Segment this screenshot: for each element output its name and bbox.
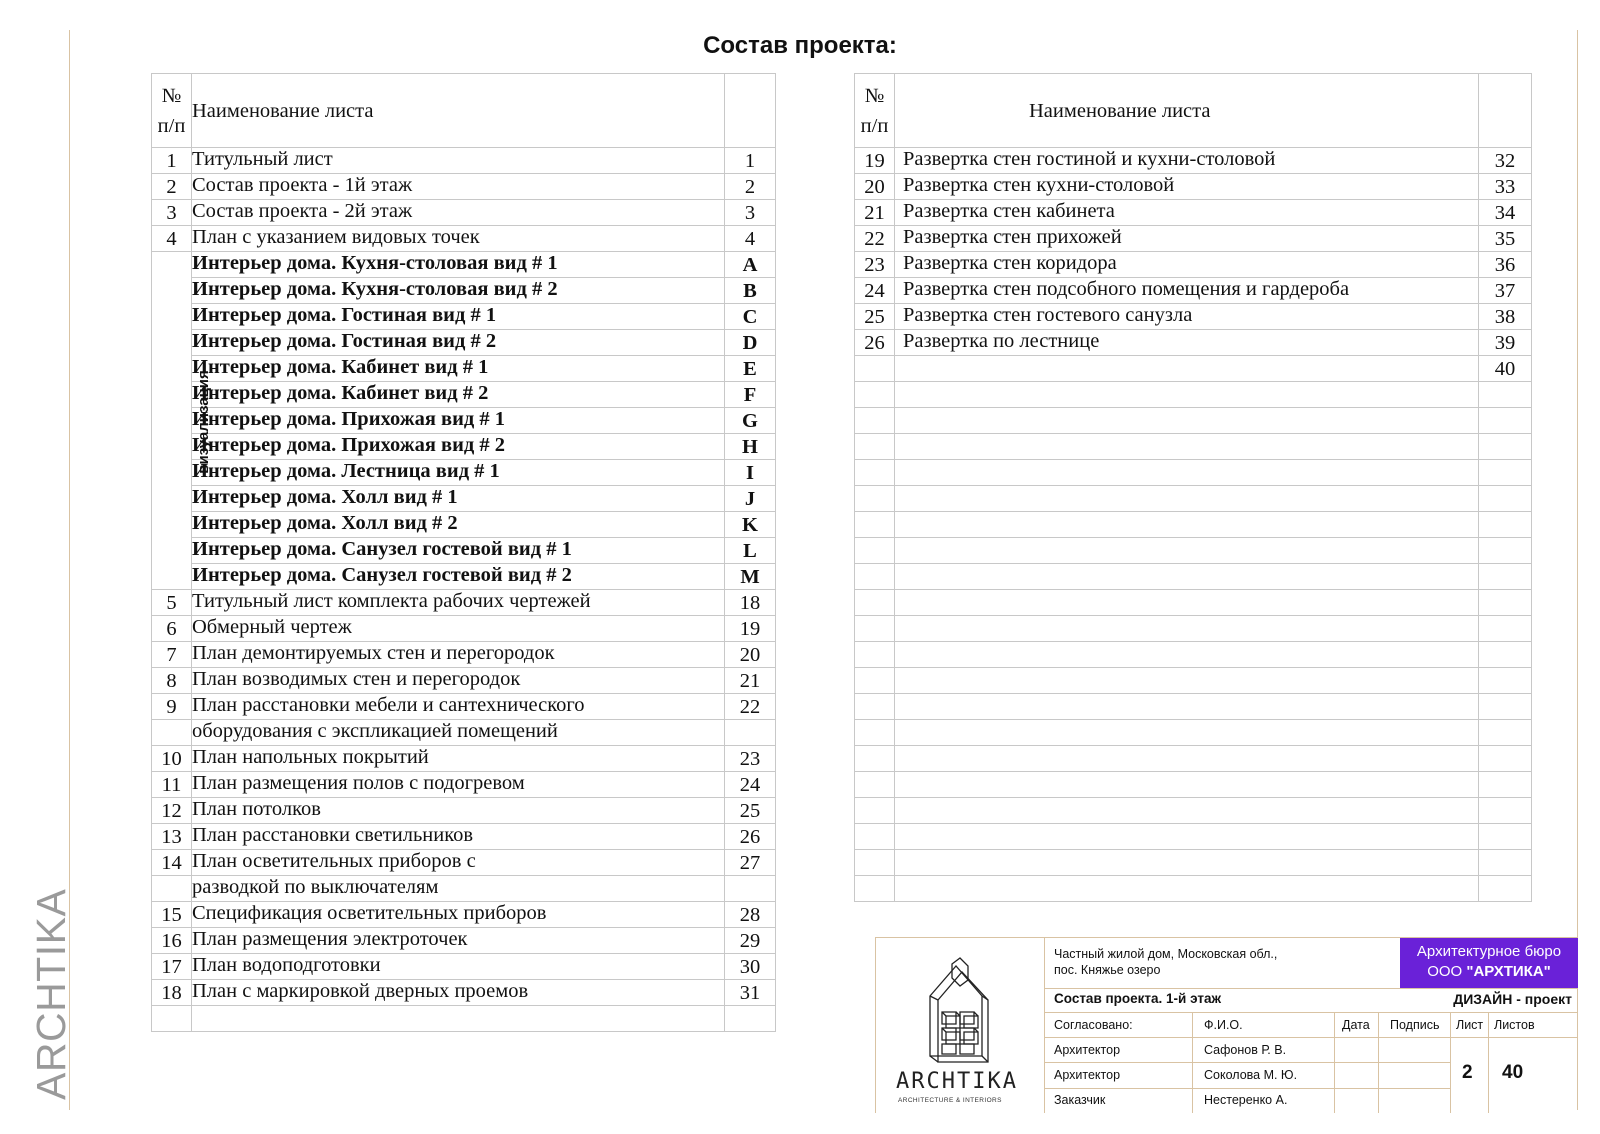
- header-page: [1479, 74, 1532, 148]
- table-row: [855, 356, 1532, 382]
- table-row: [152, 564, 776, 590]
- row-title: Интерьер дома. Холл вид # 2: [192, 512, 725, 538]
- row-page: 40: [1479, 356, 1532, 382]
- row-number: 9: [152, 694, 192, 720]
- row-title: План расстановки светильников: [192, 824, 725, 850]
- row-number: 22: [855, 226, 895, 252]
- table-row: [152, 772, 776, 798]
- row-page: [725, 1006, 776, 1032]
- row-number: [855, 538, 895, 564]
- row-title: [895, 876, 1479, 902]
- row-title: План расстановки мебели и сантехнического: [192, 694, 725, 720]
- row-number: 25: [855, 304, 895, 330]
- row-page: J: [725, 486, 776, 512]
- col-sign: Подпись: [1390, 1018, 1440, 1032]
- table-row: [855, 226, 1532, 252]
- row-title: Обмерный чертеж: [192, 616, 725, 642]
- stamp-divider: [1488, 1012, 1489, 1113]
- row-page: [1479, 486, 1532, 512]
- row-page: 26: [725, 824, 776, 850]
- row-number: [855, 694, 895, 720]
- bureau-line: [1400, 962, 1578, 982]
- table-row: [855, 278, 1532, 304]
- bureau-prefix: ООО: [1427, 963, 1467, 980]
- row-page: [1479, 850, 1532, 876]
- row-number: 1: [152, 148, 192, 174]
- row-title: [895, 668, 1479, 694]
- col-sheets: Листов: [1494, 1018, 1535, 1032]
- left-sheet-table: [151, 73, 776, 1032]
- row-page: 38: [1479, 304, 1532, 330]
- row-title: План с указанием видовых точек: [192, 226, 725, 252]
- header-num: № п/п: [855, 74, 895, 148]
- row-title: План возводимых стен и перегородок: [192, 668, 725, 694]
- row-page: [1479, 824, 1532, 850]
- table-row: [855, 486, 1532, 512]
- row-title: Развертка стен кабинета: [895, 200, 1479, 226]
- row-page: [1479, 616, 1532, 642]
- table-row: [855, 434, 1532, 460]
- table-row: [152, 668, 776, 694]
- row-number: 10: [152, 746, 192, 772]
- table-row: [855, 564, 1532, 590]
- row-title: План осветительных приборов с: [192, 850, 725, 876]
- right-sheet-table: [854, 73, 1532, 902]
- table-row: [855, 174, 1532, 200]
- row-page: M: [725, 564, 776, 590]
- row-page: 23: [725, 746, 776, 772]
- row-page: [1479, 408, 1532, 434]
- stamp-divider: [1044, 988, 1578, 989]
- row-number: [855, 590, 895, 616]
- row-page: 24: [725, 772, 776, 798]
- visualization-group-label: [152, 252, 212, 590]
- row-title: [895, 434, 1479, 460]
- row-number: [855, 512, 895, 538]
- row-title: [192, 1006, 725, 1032]
- logo-subtitle: ARCHITECTURE & INTERIORS: [898, 1097, 1002, 1104]
- row-number: 12: [152, 798, 192, 824]
- row-number: [152, 720, 192, 746]
- table-row: [152, 642, 776, 668]
- row-page: [1479, 642, 1532, 668]
- row-title: План потолков: [192, 798, 725, 824]
- row-number: [855, 486, 895, 512]
- row-number: [855, 642, 895, 668]
- row-number: [855, 824, 895, 850]
- row-page: [1479, 512, 1532, 538]
- row-title: [895, 746, 1479, 772]
- sheet-title: Состав проекта. 1-й этаж: [1054, 991, 1222, 1006]
- row-number: 18: [152, 980, 192, 1006]
- row-page: 25: [725, 798, 776, 824]
- row-page: 18: [725, 590, 776, 616]
- row-title: Интерьер дома. Гостиная вид # 2: [192, 330, 725, 356]
- row-page: [1479, 772, 1532, 798]
- row-title: Интерьер дома. Гостиная вид # 1: [192, 304, 725, 330]
- col-agreed: Согласовано:: [1054, 1018, 1133, 1032]
- row-title: [895, 460, 1479, 486]
- row-title: Интерьер дома. Санузел гостевой вид # 1: [192, 538, 725, 564]
- table-row: [152, 980, 776, 1006]
- row-number: 21: [855, 200, 895, 226]
- row-number: [855, 356, 895, 382]
- row-page: [1479, 798, 1532, 824]
- table-row: [152, 486, 776, 512]
- row-title: [895, 850, 1479, 876]
- stamp-divider: [1044, 1088, 1450, 1089]
- visualization-label: визуализация: [194, 369, 212, 474]
- bureau-name: "АРХТИКА": [1466, 963, 1551, 980]
- row-title: Развертка стен подсобного помещения и гардероба: [895, 278, 1479, 304]
- table-row: [152, 382, 776, 408]
- row-page: B: [725, 278, 776, 304]
- row-number: 26: [855, 330, 895, 356]
- logo-wordmark: ARCHTIKA: [896, 1069, 1018, 1094]
- row-title: Интерьер дома. Лестница вид # 1: [192, 460, 725, 486]
- table-row: [855, 824, 1532, 850]
- row-number: 17: [152, 954, 192, 980]
- table-row: [855, 772, 1532, 798]
- row-number: 19: [855, 148, 895, 174]
- row-page: 35: [1479, 226, 1532, 252]
- header-title: Наименование листа: [192, 74, 725, 148]
- row-title: [895, 590, 1479, 616]
- row-number: [855, 564, 895, 590]
- table-row: [152, 512, 776, 538]
- row-number: [855, 798, 895, 824]
- house-logo-icon: [922, 956, 998, 1066]
- table-row: [855, 720, 1532, 746]
- title-block: [875, 937, 1578, 1113]
- row-title: Интерьер дома. Кабинет вид # 2: [192, 382, 725, 408]
- row-page: [1479, 434, 1532, 460]
- row-number: 6: [152, 616, 192, 642]
- table-row: [152, 954, 776, 980]
- row-page: 32: [1479, 148, 1532, 174]
- row-page: 4: [725, 226, 776, 252]
- table-row: [855, 200, 1532, 226]
- row-number: 2: [152, 174, 192, 200]
- table-row: [152, 330, 776, 356]
- row-page: [1479, 460, 1532, 486]
- address-line: Частный жилой дом, Московская обл.,: [1054, 947, 1278, 961]
- table-row: [855, 512, 1532, 538]
- table-row: [152, 408, 776, 434]
- row-page: 37: [1479, 278, 1532, 304]
- row-number: [855, 850, 895, 876]
- row-title: [895, 356, 1479, 382]
- row-number: 13: [152, 824, 192, 850]
- row-page: 27: [725, 850, 776, 876]
- table-row: [152, 200, 776, 226]
- table-row: [152, 590, 776, 616]
- stamp-divider: [1192, 1012, 1193, 1113]
- stamp-divider: [1334, 1012, 1335, 1113]
- row-page: [1479, 720, 1532, 746]
- row-page: 2: [725, 174, 776, 200]
- row-title: [895, 564, 1479, 590]
- row-page: 21: [725, 668, 776, 694]
- table-row: [152, 720, 776, 746]
- table-row: [152, 148, 776, 174]
- row-title: [895, 382, 1479, 408]
- col-fio: Ф.И.О.: [1204, 1018, 1243, 1032]
- row-number: [855, 668, 895, 694]
- row-page: [1479, 876, 1532, 902]
- row-page: [1479, 694, 1532, 720]
- row-title: Интерьер дома. Прихожая вид # 1: [192, 408, 725, 434]
- table-row: [855, 642, 1532, 668]
- table-row: [855, 590, 1532, 616]
- row-number: [855, 434, 895, 460]
- row-number: [152, 1006, 192, 1032]
- row-title: Развертка стен гостевого санузла: [895, 304, 1479, 330]
- row-page: 33: [1479, 174, 1532, 200]
- row-number: [855, 616, 895, 642]
- row-number: [855, 876, 895, 902]
- row-page: 34: [1479, 200, 1532, 226]
- table-row: [152, 1006, 776, 1032]
- row-number: 8: [152, 668, 192, 694]
- table-row: [855, 460, 1532, 486]
- table-row: [855, 616, 1532, 642]
- row-page: H: [725, 434, 776, 460]
- table-row: [152, 278, 776, 304]
- row-page: 22: [725, 694, 776, 720]
- header-num: № п/п: [152, 74, 192, 148]
- row-page: E: [725, 356, 776, 382]
- row-title: Развертка стен прихожей: [895, 226, 1479, 252]
- row-number: [855, 720, 895, 746]
- row-page: [1479, 382, 1532, 408]
- row-title: [895, 694, 1479, 720]
- row-page: 28: [725, 902, 776, 928]
- row-page: 29: [725, 928, 776, 954]
- row-title: Состав проекта - 1й этаж: [192, 174, 725, 200]
- row-title: Интерьер дома. Кухня-столовая вид # 1: [192, 252, 725, 278]
- design-label: ДИЗАЙН - проект: [1453, 991, 1572, 1007]
- row-title: Состав проекта - 2й этаж: [192, 200, 725, 226]
- row-title: [895, 538, 1479, 564]
- row-number: 20: [855, 174, 895, 200]
- page-title: Состав проекта:: [703, 32, 897, 59]
- table-row: [855, 850, 1532, 876]
- row-title: План с маркировкой дверных проемов: [192, 980, 725, 1006]
- bureau-line: Архитектурное бюро: [1416, 943, 1562, 960]
- row-page: 19: [725, 616, 776, 642]
- logo-block: [876, 938, 1045, 1113]
- row-title: [895, 616, 1479, 642]
- table-row: [855, 694, 1532, 720]
- row-title: оборудования с экспликацией помещений: [192, 720, 725, 746]
- address-line: пос. Княжье озеро: [1054, 963, 1161, 977]
- row-title: [895, 772, 1479, 798]
- table-row: [152, 174, 776, 200]
- row-page: C: [725, 304, 776, 330]
- row-number: 23: [855, 252, 895, 278]
- table-row: [152, 902, 776, 928]
- row-page: 3: [725, 200, 776, 226]
- table-row: [152, 226, 776, 252]
- row-page: F: [725, 382, 776, 408]
- table-row: [855, 668, 1532, 694]
- row-number: [855, 772, 895, 798]
- row-title: План размещения электроточек: [192, 928, 725, 954]
- row-number: [855, 746, 895, 772]
- row-title: Титульный лист: [192, 148, 725, 174]
- header-title: Наименование листа: [895, 74, 1479, 148]
- row-page: 30: [725, 954, 776, 980]
- sheet-number: 2: [1462, 1062, 1473, 1083]
- sheets-total: 40: [1502, 1062, 1524, 1083]
- person-name: Сафонов Р. В.: [1204, 1043, 1287, 1057]
- project-address: [1054, 946, 1277, 978]
- row-page: 36: [1479, 252, 1532, 278]
- row-title: План демонтируемых стен и перегородок: [192, 642, 725, 668]
- table-row: [855, 252, 1532, 278]
- table-row: [855, 330, 1532, 356]
- table-row: [855, 304, 1532, 330]
- row-title: Интерьер дома. Кабинет вид # 1: [192, 356, 725, 382]
- table-row: [855, 538, 1532, 564]
- col-sheet: Лист: [1456, 1018, 1484, 1032]
- row-title: [895, 720, 1479, 746]
- row-number: 5: [152, 590, 192, 616]
- row-page: A: [725, 252, 776, 278]
- row-title: разводкой по выключателям: [192, 876, 725, 902]
- row-page: G: [725, 408, 776, 434]
- row-title: Интерьер дома. Санузел гостевой вид # 2: [192, 564, 725, 590]
- row-page: 39: [1479, 330, 1532, 356]
- row-page: 20: [725, 642, 776, 668]
- table-row: [152, 616, 776, 642]
- stamp-divider: [1378, 1012, 1379, 1113]
- table-row: [152, 304, 776, 330]
- row-page: 31: [725, 980, 776, 1006]
- stamp-divider: [1044, 1012, 1578, 1013]
- row-page: [725, 876, 776, 902]
- stamp-divider: [1044, 1062, 1450, 1063]
- row-title: Спецификация осветительных приборов: [192, 902, 725, 928]
- row-title: Развертка стен коридора: [895, 252, 1479, 278]
- table-row: [152, 460, 776, 486]
- row-number: 4: [152, 226, 192, 252]
- row-page: [1479, 668, 1532, 694]
- table-row: [855, 876, 1532, 902]
- row-title: [895, 408, 1479, 434]
- row-page: [1479, 746, 1532, 772]
- row-title: План напольных покрытий: [192, 746, 725, 772]
- person-role: Архитектор: [1054, 1043, 1121, 1057]
- row-number: 24: [855, 278, 895, 304]
- person-name: Соколова М. Ю.: [1204, 1068, 1298, 1082]
- row-number: 15: [152, 902, 192, 928]
- table-row: [152, 252, 776, 278]
- row-number: [855, 382, 895, 408]
- row-title: Развертка по лестнице: [895, 330, 1479, 356]
- stamp-divider: [1450, 1012, 1451, 1113]
- stamp-divider: [1044, 1037, 1578, 1038]
- table-row: [152, 928, 776, 954]
- table-row: [152, 876, 776, 902]
- row-page: [1479, 590, 1532, 616]
- row-number: 7: [152, 642, 192, 668]
- col-date: Дата: [1342, 1018, 1370, 1032]
- table-header-row: [152, 74, 776, 148]
- table-row: [855, 408, 1532, 434]
- row-page: [1479, 564, 1532, 590]
- row-page: 1: [725, 148, 776, 174]
- person-role: Заказчик: [1054, 1093, 1106, 1107]
- row-title: План размещения полов с подогревом: [192, 772, 725, 798]
- table-row: [855, 798, 1532, 824]
- row-title: [895, 798, 1479, 824]
- row-number: [855, 460, 895, 486]
- row-title: [895, 642, 1479, 668]
- table-row: [152, 356, 776, 382]
- row-title: Развертка стен гостиной и кухни-столовой: [895, 148, 1479, 174]
- table-row: [152, 746, 776, 772]
- row-page: D: [725, 330, 776, 356]
- table-row: [855, 746, 1532, 772]
- row-title: Интерьер дома. Прихожая вид # 2: [192, 434, 725, 460]
- table-row: [152, 850, 776, 876]
- table-row: [152, 798, 776, 824]
- table-row: [152, 824, 776, 850]
- table-row: [152, 538, 776, 564]
- row-title: [895, 512, 1479, 538]
- table-row: [855, 382, 1532, 408]
- row-number: 14: [152, 850, 192, 876]
- row-number: 3: [152, 200, 192, 226]
- row-page: K: [725, 512, 776, 538]
- row-title: [895, 486, 1479, 512]
- row-title: Титульный лист комплекта рабочих чертежей: [192, 590, 725, 616]
- header-page: [725, 74, 776, 148]
- row-title: Интерьер дома. Холл вид # 1: [192, 486, 725, 512]
- row-title: Интерьер дома. Кухня-столовая вид # 2: [192, 278, 725, 304]
- row-title: [895, 824, 1479, 850]
- row-title: План водоподготовки: [192, 954, 725, 980]
- person-name: Нестеренко А.: [1204, 1093, 1288, 1107]
- table-row: [152, 434, 776, 460]
- side-brand-text: ARCHTIKA: [28, 888, 74, 1100]
- row-number: [152, 876, 192, 902]
- row-number: [855, 408, 895, 434]
- row-page: I: [725, 460, 776, 486]
- row-number: 11: [152, 772, 192, 798]
- person-role: Архитектор: [1054, 1068, 1121, 1082]
- row-page: L: [725, 538, 776, 564]
- row-title: Развертка стен кухни-столовой: [895, 174, 1479, 200]
- bureau-badge: [1400, 938, 1578, 988]
- row-number: 16: [152, 928, 192, 954]
- table-row: [855, 148, 1532, 174]
- table-row: [152, 694, 776, 720]
- row-page: [725, 720, 776, 746]
- table-header-row: [855, 74, 1532, 148]
- row-page: [1479, 538, 1532, 564]
